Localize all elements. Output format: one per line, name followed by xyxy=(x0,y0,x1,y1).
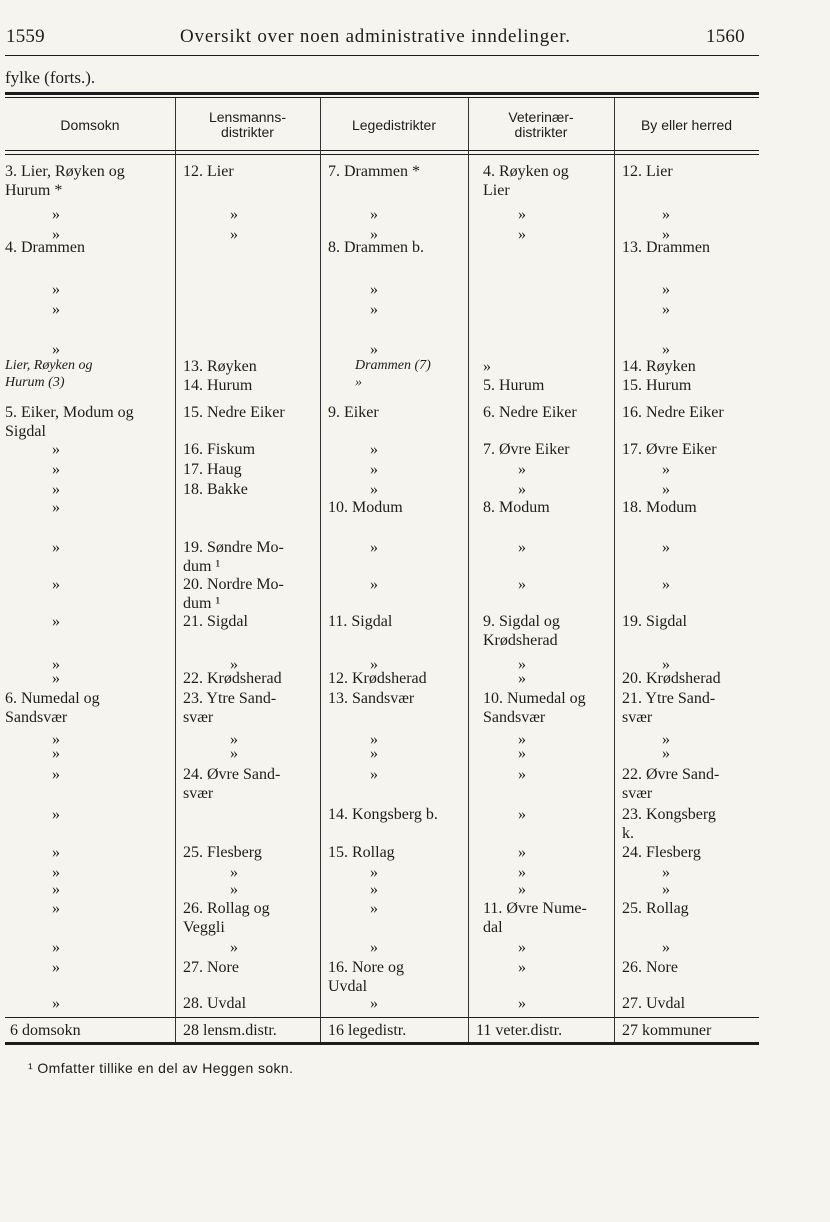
table-cell: » xyxy=(52,656,60,673)
table-cell: » xyxy=(518,481,526,498)
table-cell: 20. Krødsherad xyxy=(622,670,721,687)
table-cell: » xyxy=(52,844,60,861)
table-cell: » xyxy=(518,656,526,673)
table-cell: » xyxy=(52,806,60,823)
table-cell: » xyxy=(52,481,60,498)
footnote: ¹ Omfatter tillike en del av Heggen sokn. xyxy=(28,1060,294,1076)
table-cell: 12. Lier xyxy=(622,163,673,180)
table-cell: 20. Nordre Mo- dum ¹ xyxy=(183,576,284,612)
table-cell: » xyxy=(370,461,378,478)
table-cell: » xyxy=(370,881,378,898)
table-cell: » xyxy=(370,441,378,458)
table-cell: » xyxy=(662,461,670,478)
table-cell: » xyxy=(230,656,238,673)
table-cell: » xyxy=(370,226,378,243)
table-cell: » xyxy=(518,731,526,748)
header-bottom-rule xyxy=(5,150,759,151)
table-cell: 11. Øvre Nume- dal xyxy=(483,900,587,936)
table-cell: 15. Nedre Eiker xyxy=(183,404,285,421)
column-divider xyxy=(320,98,321,1018)
table-cell: » xyxy=(518,576,526,593)
table-cell: » xyxy=(662,656,670,673)
table-cell: » xyxy=(370,995,378,1012)
table-cell: 27. Uvdal xyxy=(622,995,686,1012)
table-cell: » 5. Hurum xyxy=(483,358,545,394)
table-cell: » xyxy=(230,864,238,881)
table-cell: » xyxy=(52,613,60,630)
page-title: Oversikt over noen administrative inndelinger. xyxy=(180,26,571,47)
column-header: By eller herred xyxy=(640,116,733,133)
table-cell: 21. Sigdal xyxy=(183,613,248,630)
table-cell: » xyxy=(662,539,670,556)
table-top-rule xyxy=(5,92,759,95)
table-cell: » xyxy=(52,226,60,243)
table-cell: 8. Modum xyxy=(483,499,550,516)
table-cell: » xyxy=(52,206,60,223)
table-cell: » xyxy=(518,995,526,1012)
table-cell: 17. Haug xyxy=(183,461,242,478)
table-cell: » xyxy=(518,539,526,556)
table-cell: » xyxy=(370,939,378,956)
table-cell: » xyxy=(662,745,670,762)
table-cell: » xyxy=(52,576,60,593)
table-cell: 25. Flesberg xyxy=(183,844,262,861)
table-cell: » xyxy=(370,745,378,762)
column-header: Lensmanns- distrikter xyxy=(208,109,287,140)
table-cell: » xyxy=(52,539,60,556)
table-cell: » xyxy=(370,576,378,593)
table-cell: » xyxy=(370,539,378,556)
table-cell: 23. Kongsberg k. xyxy=(622,806,716,842)
table-cell: » xyxy=(662,206,670,223)
table-cell: 19. Sigdal xyxy=(622,613,687,630)
table-cell: » xyxy=(370,301,378,318)
table-cell: » xyxy=(518,745,526,762)
table-cell: » xyxy=(230,881,238,898)
table-cell: » xyxy=(230,731,238,748)
table-cell: » xyxy=(370,341,378,358)
table-cell: 28. Uvdal xyxy=(183,995,247,1012)
table-cell: » xyxy=(230,226,238,243)
table-top-rule-thin xyxy=(5,97,759,98)
table-cell: » xyxy=(662,939,670,956)
table-cell: » xyxy=(662,481,670,498)
table-cell: » xyxy=(518,806,526,823)
table-cell: » xyxy=(662,864,670,881)
table-cell: » xyxy=(52,499,60,516)
table-cell: » xyxy=(518,766,526,783)
table-cell: 23. Ytre Sand- svær xyxy=(183,690,277,726)
table-cell: 7. Øvre Eiker xyxy=(483,441,570,458)
table-cell: » xyxy=(662,576,670,593)
total-cell: 27 kommuner xyxy=(622,1022,712,1039)
table-cell: 6. Nedre Eiker xyxy=(483,404,577,421)
table-cell: 24. Flesberg xyxy=(622,844,701,861)
table-cell: » xyxy=(518,226,526,243)
table-cell: » xyxy=(52,731,60,748)
table-cell: » xyxy=(370,864,378,881)
table-cell: » xyxy=(518,461,526,478)
table-bottom-rule xyxy=(5,1042,759,1045)
table-cell: 4. Røyken og Lier xyxy=(483,163,569,199)
total-cell: 16 legedistr. xyxy=(328,1022,407,1039)
column-divider xyxy=(175,98,176,1018)
table-cell: 13. Røyken 14. Hurum xyxy=(183,358,257,394)
table-cell: » xyxy=(518,939,526,956)
column-divider xyxy=(468,98,469,1018)
table-cell: » xyxy=(370,481,378,498)
table-cell: 22. Øvre Sand- svær xyxy=(622,766,720,802)
column-divider xyxy=(468,1018,469,1042)
table-cell: 19. Søndre Mo- dum ¹ xyxy=(183,539,284,575)
total-cell: 11 veter.distr. xyxy=(476,1022,563,1039)
table-cell: 17. Øvre Eiker xyxy=(622,441,717,458)
table-cell: 7. Drammen * xyxy=(328,163,420,180)
table-cell: Lier, Røyken og Hurum (3) xyxy=(5,358,93,390)
table-cell: » xyxy=(662,301,670,318)
table-cell: 16. Fiskum xyxy=(183,441,256,458)
table-cell: » xyxy=(370,766,378,783)
column-header: Veterinær- distrikter xyxy=(508,109,574,140)
table-cell: 9. Eiker xyxy=(328,404,379,421)
table-cell: 18. Modum xyxy=(622,499,697,516)
table-cell: 27. Nore xyxy=(183,959,239,976)
table-cell: » xyxy=(52,766,60,783)
table-cell: » xyxy=(518,844,526,861)
table-cell: » xyxy=(370,900,378,917)
table-cell: 18. Bakke xyxy=(183,481,248,498)
column-header: Domsokn xyxy=(60,116,120,133)
table-cell: » xyxy=(370,281,378,298)
table-cell: 10. Numedal og Sandsvær xyxy=(483,690,586,726)
table-cell: » xyxy=(662,226,670,243)
table-cell: » xyxy=(370,731,378,748)
table-cell: » xyxy=(52,900,60,917)
table-cell: » xyxy=(52,745,60,762)
table-cell: » xyxy=(52,995,60,1012)
table-cell: » xyxy=(52,281,60,298)
column-divider xyxy=(320,1018,321,1042)
table-cell: 13. Sandsvær xyxy=(328,690,415,707)
table-cell: » xyxy=(52,341,60,358)
table-cell: » xyxy=(518,206,526,223)
table-cell: » xyxy=(518,959,526,976)
table-cell: 25. Rollag xyxy=(622,900,689,917)
table-cell: » xyxy=(662,281,670,298)
table-cell: » xyxy=(662,731,670,748)
table-cell: 3. Lier, Røyken og Hurum * xyxy=(5,163,125,199)
table-cell: » xyxy=(230,206,238,223)
table-cell: » xyxy=(52,441,60,458)
table-cell: » xyxy=(230,939,238,956)
table-cell: 11. Sigdal xyxy=(328,613,393,630)
table-cell: 15. Rollag xyxy=(328,844,395,861)
table-cell: » xyxy=(370,206,378,223)
table-cell: » xyxy=(518,864,526,881)
table-cell: 6. Numedal og Sandsvær xyxy=(5,690,100,726)
table-cell: 12. Krødsherad xyxy=(328,670,427,687)
table-cell: 4. Drammen xyxy=(5,239,85,256)
table-cell: » xyxy=(370,656,378,673)
table-cell: 5. Eiker, Modum og Sigdal xyxy=(5,404,134,440)
table-cell: 12. Lier xyxy=(183,163,234,180)
column-divider xyxy=(614,1018,615,1042)
table-cell: 16. Nore og Uvdal xyxy=(328,959,404,995)
table-cell: 9. Sigdal og Krødsherad xyxy=(483,613,560,649)
table-cell: » xyxy=(518,881,526,898)
table-cell: » xyxy=(52,939,60,956)
table-cell: » xyxy=(230,745,238,762)
table-cell: 26. Rollag og Veggli xyxy=(183,900,270,936)
totals-top-rule xyxy=(5,1017,759,1018)
table-cell: 21. Ytre Sand- svær xyxy=(622,690,716,726)
table-cell: » xyxy=(52,301,60,318)
page-number-right: 1560 xyxy=(706,26,745,47)
table-cell: » xyxy=(52,670,60,687)
table-cell: » xyxy=(52,881,60,898)
column-divider xyxy=(614,98,615,1018)
table-cell: 10. Modum xyxy=(328,499,403,516)
header-bottom-rule-2 xyxy=(5,154,759,155)
table-cell: 13. Drammen xyxy=(622,239,710,256)
table-cell: 22. Krødsherad xyxy=(183,670,282,687)
table-cell: » xyxy=(662,341,670,358)
table-cell: » xyxy=(52,864,60,881)
table-cell: 8. Drammen b. xyxy=(328,239,424,256)
section-subtitle: fylke (forts.). xyxy=(5,68,96,87)
table-cell: 16. Nedre Eiker xyxy=(622,404,724,421)
table-cell: 24. Øvre Sand- svær xyxy=(183,766,281,802)
column-header: Legedistrikter xyxy=(351,116,437,133)
page-number-left: 1559 xyxy=(6,26,45,47)
header-rule xyxy=(5,55,759,56)
total-cell: 6 domsokn xyxy=(10,1022,81,1039)
column-divider xyxy=(175,1018,176,1042)
table-cell: 14. Kongsberg b. xyxy=(328,806,438,823)
table-cell: » xyxy=(662,881,670,898)
table-cell: » xyxy=(518,670,526,687)
table-cell: Drammen (7) » xyxy=(355,358,431,390)
table-cell: 14. Røyken 15. Hurum xyxy=(622,358,696,394)
total-cell: 28 lensm.distr. xyxy=(183,1022,277,1039)
table-cell: » xyxy=(52,959,60,976)
table-cell: » xyxy=(52,461,60,478)
table-cell: 26. Nore xyxy=(622,959,678,976)
